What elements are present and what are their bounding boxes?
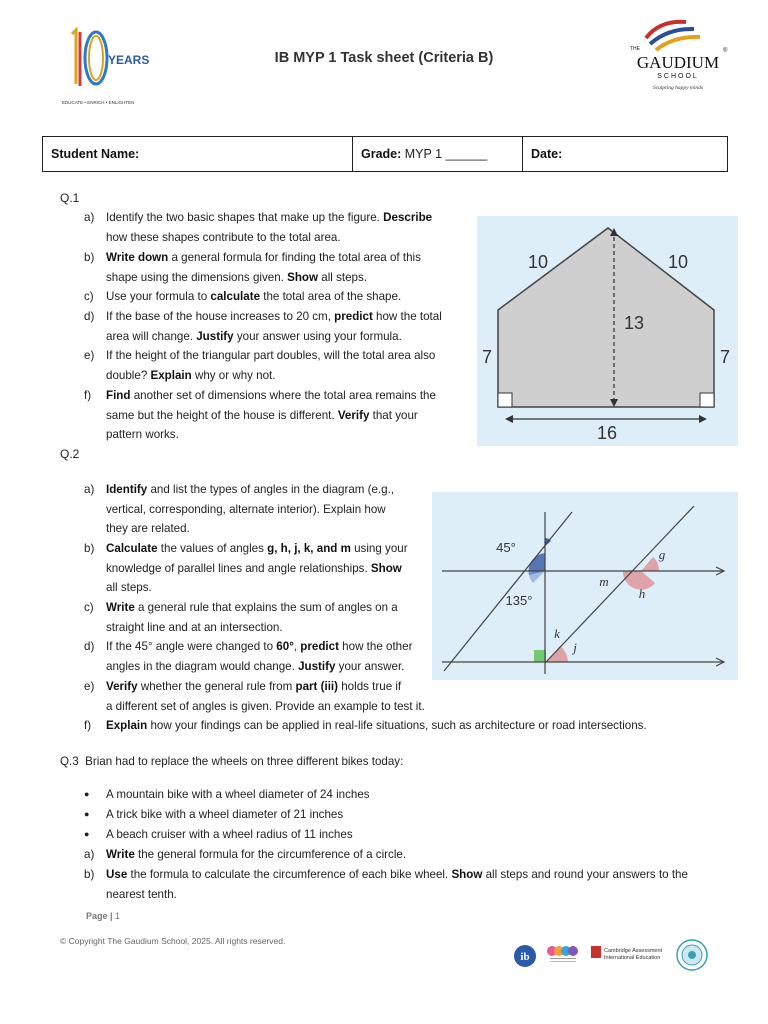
label-top-right-10: 10	[667, 252, 689, 272]
registered-mark: ®	[723, 48, 728, 54]
label-j: j	[573, 640, 577, 655]
ten-years-logo	[62, 24, 152, 108]
label-left-7: 7	[481, 347, 493, 367]
house-shape-figure	[477, 216, 738, 446]
label-k: k	[554, 626, 560, 641]
q3-label: Q.3	[60, 755, 79, 768]
label-45: 45°	[496, 540, 516, 555]
figure2-background	[432, 492, 738, 680]
logo-years-text: YEARS	[108, 53, 150, 67]
label-g: g	[658, 547, 666, 562]
label-h: h	[638, 586, 646, 601]
parallel-lines-figure	[432, 492, 738, 680]
copyright-text: © Copyright The Gaudium School, 2025. All rights reserved.	[60, 936, 286, 946]
label-135: 135°	[505, 593, 533, 608]
grade-cell[interactable]	[353, 137, 523, 171]
grade-label: Grade:	[361, 147, 402, 161]
label-height-13: 13	[623, 313, 645, 333]
page-number: Page | 1	[86, 911, 121, 921]
q1-label: Q.1	[60, 191, 80, 205]
logo-school-sub: SCHOOL	[657, 73, 699, 80]
logo-the: THE	[630, 46, 640, 52]
student-info-table	[42, 136, 728, 172]
right-angle-right	[700, 393, 714, 407]
cambridge-line2: International Education	[604, 955, 661, 961]
right-angle-left	[498, 393, 512, 407]
q3-heading	[60, 752, 403, 772]
student-name-cell[interactable]	[43, 137, 353, 171]
date-cell[interactable]	[523, 137, 727, 171]
label-top-left-10: 10	[527, 252, 549, 272]
q3-intro: Brian had to replace the wheels on three different bikes today:	[85, 755, 404, 768]
logo-school-name: GAUDIUM	[636, 53, 720, 72]
right-angle-marker	[534, 650, 546, 662]
date-label: Date:	[531, 147, 563, 161]
label-base-16: 16	[596, 423, 618, 443]
label-right-7: 7	[719, 347, 731, 367]
accreditation-logos	[512, 938, 712, 974]
gaudium-school-logo	[628, 16, 728, 96]
cambridge-line1: Cambridge Assessment	[604, 948, 663, 954]
label-m: m	[599, 574, 609, 589]
ib-logo-text: ib	[520, 951, 530, 963]
cambridge-shield-icon	[591, 946, 601, 958]
q2-label: Q.2	[60, 447, 80, 461]
page-title: IB MYP 1 Task sheet (Criteria B)	[274, 50, 494, 66]
grade-value: MYP 1 ______	[401, 147, 488, 161]
logo-tagline-gaudium: Sculpting happy minds	[652, 85, 704, 91]
logo-tagline: EDUCATE • ENRICH • ENLIGHTEN	[62, 100, 135, 105]
student-name-label: Student Name:	[51, 147, 140, 161]
